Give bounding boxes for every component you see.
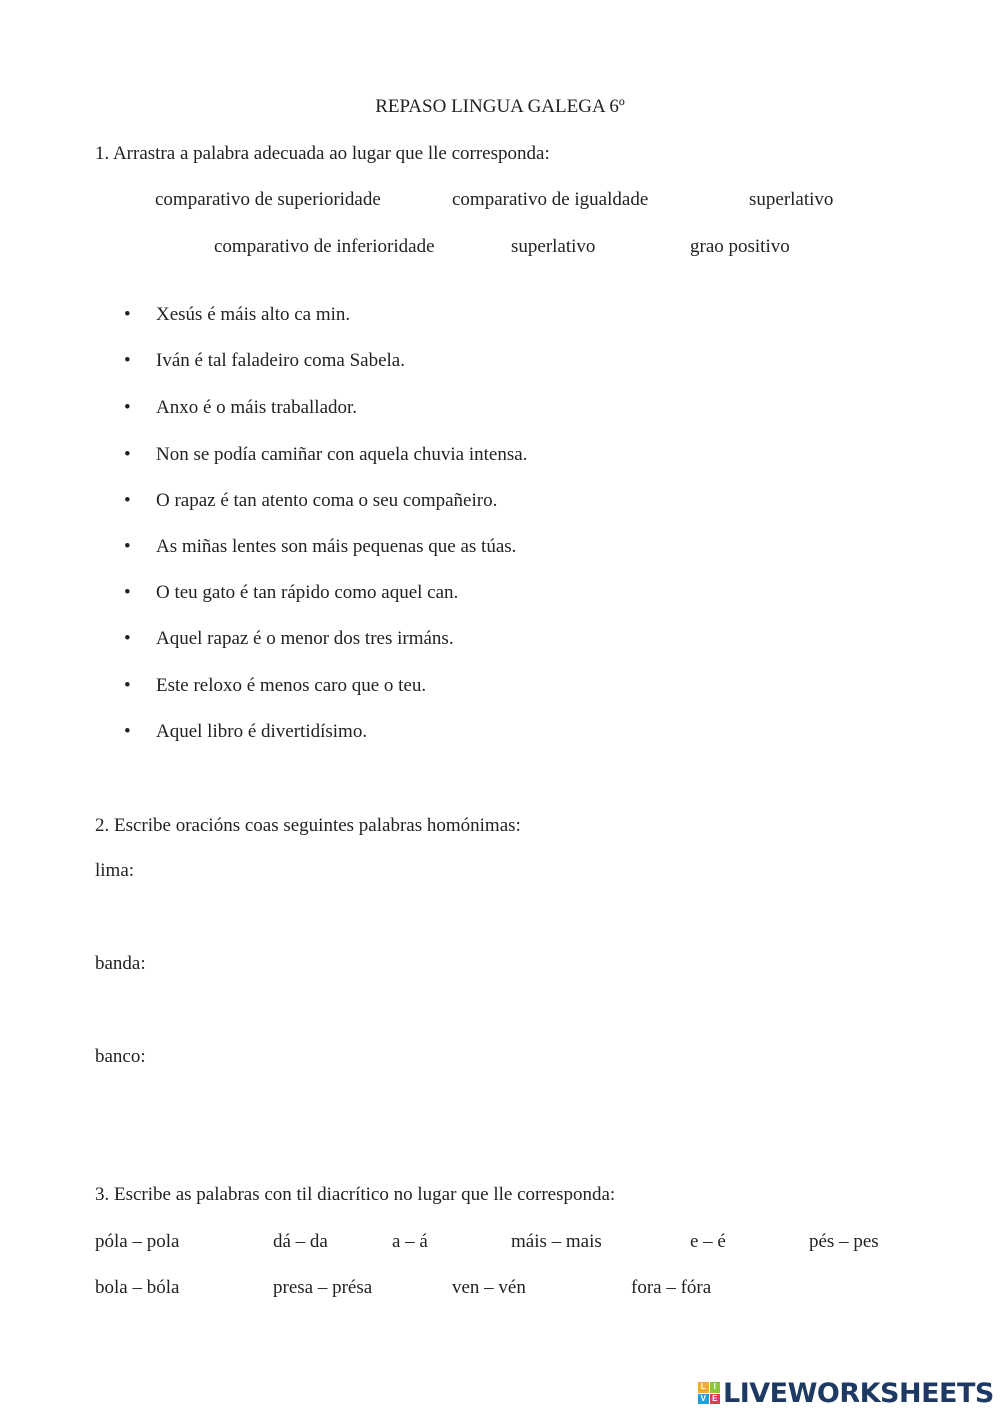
- sentence-text: O teu gato é tan rápido como aquel can.: [156, 582, 459, 603]
- sentence-text: Xesús é máis alto ca min.: [156, 304, 351, 325]
- logo-mark-letter: V: [698, 1394, 709, 1405]
- bullet: •: [124, 397, 131, 418]
- liveworksheets-logo: [698, 1378, 994, 1408]
- section1-heading: 1. Arrastra a palabra adecuada ao lugar que lle corresponda:: [95, 143, 550, 164]
- sentence-text: Anxo é o máis traballador.: [156, 397, 358, 418]
- word-bank-option[interactable]: superlativo: [749, 189, 834, 210]
- word-pair: ven – vén: [452, 1277, 526, 1298]
- word-pair: bola – bóla: [95, 1277, 180, 1298]
- section3-heading: 3. Escribe as palabras con til diacrítico no lugar que lle corresponda:: [95, 1184, 616, 1205]
- liveworksheets-logo-icon: [698, 1382, 720, 1404]
- word-bank-option[interactable]: comparativo de superioridade: [155, 189, 381, 210]
- logo-mark-letter: L: [698, 1382, 709, 1393]
- word-pair: fora – fóra: [631, 1277, 712, 1298]
- word-pair: máis – mais: [511, 1231, 602, 1252]
- sentence-text: As miñas lentes son máis pequenas que as túas.: [156, 536, 517, 557]
- bullet: •: [124, 350, 131, 371]
- bullet: •: [124, 444, 131, 465]
- word-bank-option[interactable]: grao positivo: [690, 236, 790, 257]
- word-bank-option[interactable]: comparativo de igualdade: [452, 189, 649, 210]
- bullet: •: [124, 675, 131, 696]
- bullet: •: [124, 304, 131, 325]
- word-pair: póla – pola: [95, 1231, 180, 1252]
- bullet: •: [124, 628, 131, 649]
- sentence-text: O rapaz é tan atento coma o seu compañeiro.: [156, 490, 498, 511]
- word-pair: a – á: [392, 1231, 428, 1252]
- bullet: •: [124, 536, 131, 557]
- logo-mark-letter: I: [710, 1382, 721, 1393]
- word-pair: e – é: [690, 1231, 726, 1252]
- word-pair: dá – da: [273, 1231, 328, 1252]
- sentence-text: Non se podía camiñar con aquela chuvia intensa.: [156, 444, 528, 465]
- page-title: REPASO LINGUA GALEGA 6º: [375, 96, 625, 117]
- word-bank-option[interactable]: comparativo de inferioridade: [214, 236, 435, 257]
- word-pair: pés – pes: [809, 1231, 879, 1252]
- sentence-text: Este reloxo é menos caro que o teu.: [156, 675, 427, 696]
- homonym-label: banda:: [95, 953, 146, 974]
- section2-heading: 2. Escribe oracións coas seguintes palabras homónimas:: [95, 815, 521, 836]
- bullet: •: [124, 721, 131, 742]
- sentence-text: Aquel libro é divertidísimo.: [156, 721, 368, 742]
- bullet: •: [124, 490, 131, 511]
- bullet: •: [124, 582, 131, 603]
- homonym-label: banco:: [95, 1046, 146, 1067]
- homonym-label: lima:: [95, 860, 135, 881]
- word-pair: presa – présa: [273, 1277, 373, 1298]
- sentence-text: Aquel rapaz é o menor dos tres irmáns.: [156, 628, 454, 649]
- word-bank-option[interactable]: superlativo: [511, 236, 596, 257]
- sentence-text: Iván é tal faladeiro coma Sabela.: [156, 350, 405, 371]
- logo-mark-letter: E: [710, 1394, 721, 1405]
- logo-text: LIVEWORKSHEETS: [723, 1377, 994, 1409]
